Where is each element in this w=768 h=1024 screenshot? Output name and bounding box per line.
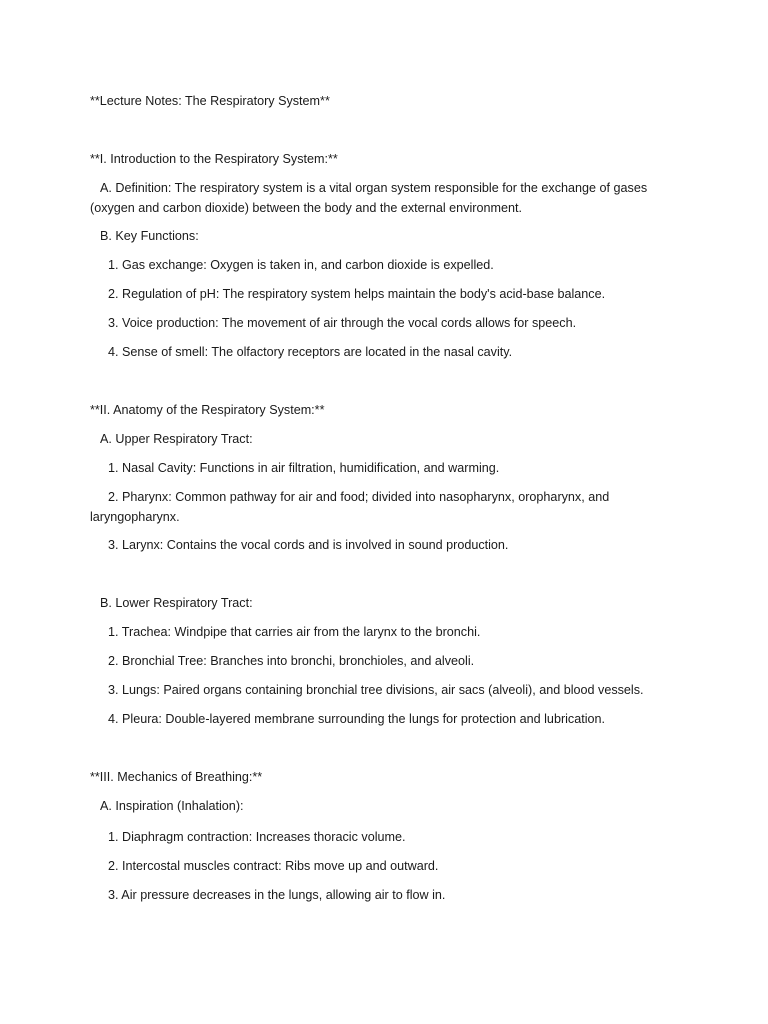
list-item: 1. Gas exchange: Oxygen is taken in, and carbon dioxide is expelled. [108, 258, 494, 272]
list-item: 2. Intercostal muscles contract: Ribs move up and outward. [108, 859, 439, 873]
document-title: **Lecture Notes: The Respiratory System** [90, 94, 330, 108]
section-heading: **III. Mechanics of Breathing:** [90, 770, 263, 784]
list-item: 2. Regulation of pH: The respiratory system helps maintain the body's acid-base balance. [108, 287, 606, 301]
list-item: 3. Lungs: Paired organs containing bronchial tree divisions, air sacs (alveoli), and blood vessels. [108, 683, 644, 697]
list-item: 3. Air pressure decreases in the lungs, allowing air to flow in. [108, 888, 446, 902]
list-item: 1. Trachea: Windpipe that carries air from the larynx to the bronchi. [108, 625, 481, 639]
subsection-label: B. Lower Respiratory Tract: [100, 596, 253, 610]
list-item: 3. Larynx: Contains the vocal cords and is involved in sound production. [108, 538, 509, 552]
list-item: 4. Pleura: Double-layered membrane surrounding the lungs for protection and lubrication. [108, 712, 606, 726]
list-item: 3. Voice production: The movement of air through the vocal cords allows for speech. [108, 316, 577, 330]
list-item: 4. Sense of smell: The olfactory receptors are located in the nasal cavity. [108, 345, 513, 359]
section-heading: **I. Introduction to the Respiratory System:** [90, 152, 338, 166]
list-item: 1. Nasal Cavity: Functions in air filtration, humidification, and warming. [108, 461, 500, 475]
subsection-label: A. Inspiration (Inhalation): [100, 799, 244, 813]
definition-paragraph: A. Definition: The respiratory system is a vital organ system responsible for the exchange of gases (oxygen and carbon dioxide) between the body and the external environment. [90, 181, 648, 215]
section-heading: **II. Anatomy of the Respiratory System:** [90, 403, 325, 417]
subsection-label: A. Upper Respiratory Tract: [100, 432, 253, 446]
list-item: 2. Pharynx: Common pathway for air and food; divided into nasopharynx, oropharynx, and laryngopharynx. [90, 490, 610, 524]
subsection-label: B. Key Functions: [100, 229, 199, 243]
list-item: 1. Diaphragm contraction: Increases thoracic volume. [108, 830, 406, 844]
list-item: 2. Bronchial Tree: Branches into bronchi, bronchioles, and alveoli. [108, 654, 475, 668]
